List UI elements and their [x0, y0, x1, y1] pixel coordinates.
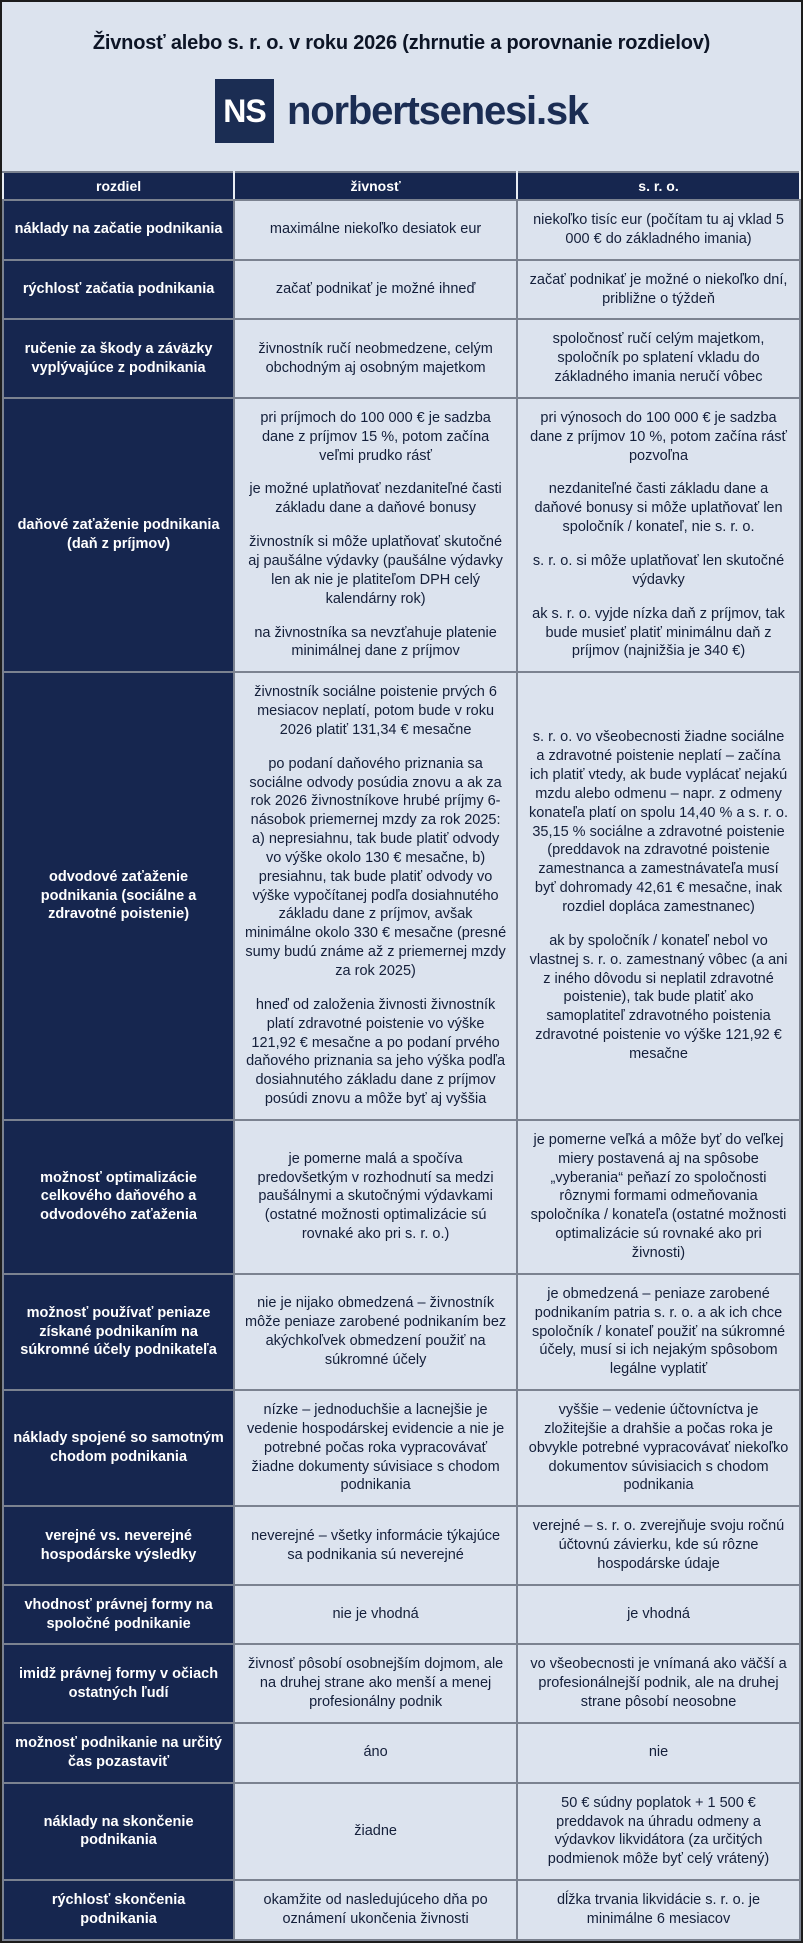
- cell-paragraph: vyššie – vedenie účtovníctva je zložitejšie a drahšie a počas roka je obvykle potrebné vypracovávať niekoľko dokumentov súvisiacich s chodom podnikania: [528, 1402, 789, 1494]
- ns-logo-icon: NS: [215, 79, 274, 143]
- row-label-cell: verejné vs. neverejné hospodárske výsledky: [3, 1506, 234, 1585]
- sro-cell: [517, 1880, 800, 1940]
- column-header-rozdiel: rozdiel: [3, 172, 234, 200]
- cell-paragraph: ak s. r. o. vyjde nízka daň z príjmov, tak bude musieť platiť minimálnu daň z príjmov (najnižšia je 340 €): [532, 605, 785, 660]
- table-row: [3, 1783, 800, 1880]
- sro-cell: [517, 260, 800, 320]
- table-row: [3, 319, 800, 398]
- sro-cell: [517, 398, 800, 672]
- page-title: Živnosť alebo s. r. o. v roku 2026 (zhrnutie a porovnanie rozdielov): [92, 32, 711, 54]
- table-row: [3, 1644, 800, 1723]
- cell-paragraph: áno: [363, 1744, 388, 1761]
- cell-paragraph: verejné – s. r. o. zverejňuje svoju ročnú účtovnú závierku, kde sú rôzne hospodárske údaje: [532, 1518, 785, 1572]
- page-header: [2, 2, 801, 171]
- cell-paragraph: žiadne: [354, 1822, 397, 1839]
- comparison-table: [2, 171, 801, 1941]
- table-row: [3, 1120, 800, 1274]
- cell-paragraph: vo všeobecnosti je vnímaná ako väčší a profesionálnejší podnik, ale na druhej strane pôsobí neosobne: [530, 1656, 787, 1711]
- table-row: [3, 1585, 800, 1645]
- row-label-cell: náklady na skončenie podnikania: [3, 1783, 234, 1880]
- zivnost-cell: [234, 1880, 517, 1940]
- cell-paragraph: po podaní daňového priznania sa sociálne odvody posúdia znovu a ak za rok 2026 živnostníkove hrubé príjmy 6-násobok priemernej mzdy za rok 2025: a) nepresiahnu, tak bude platiť odvody vo výške okolo 130 € mesačne, b) presiahnu, tak bude platiť odvody vo výške vypočítanej podľa dosiahnutého základu dane z príjmov, avšak minimálne okolo 330 € mesačne (presné sumy budú známe až z priemernej mzdy za rok 2025): [245, 755, 507, 979]
- table-row: [3, 1274, 800, 1390]
- cell-paragraph: pri príjmoch do 100 000 € je sadzba dane z príjmov 15 %, potom začína veľmi prudko rásť: [260, 409, 491, 464]
- sro-cell: [517, 319, 800, 398]
- table-header-row: [3, 172, 800, 200]
- table-row: [3, 1723, 800, 1783]
- zivnost-cell: [234, 1120, 517, 1274]
- row-label-cell: možnosť podnikanie na určitý čas pozastaviť: [3, 1723, 234, 1783]
- sro-cell: [517, 1390, 800, 1506]
- table-row: [3, 398, 800, 672]
- cell-paragraph: nízke – jednoduchšie a lacnejšie je vedenie hospodárskej evidencie a nie je potrebné počas roka vypracovávať žiadne dokumenty súvisiace s chodom podnikania: [247, 1402, 505, 1494]
- cell-paragraph: s. r. o. vo všeobecnosti žiadne sociálne a zdravotné poistenie neplatí – začína ich platiť vtedy, ak bude vyplácať nejakú mzdu alebo odmenu – napr. z odmeny konateľa platí on spolu 14,40 % a s. r. o. 35,15 % sociálne a zdravotné poistenie (preddavok na zdravotné poistenie zamestnanca a zamestnávateľa musí byť dohromady 42,61 € mesačne, inak rozdiel dopláca zamestnanec): [529, 729, 788, 915]
- sro-cell: [517, 200, 800, 260]
- cell-paragraph: ak by spoločník / konateľ nebol vo vlastnej s. r. o. zamestnaný vôbec (a ani z iného dôvodu si neplatil zdravotné poistenie), tak bude platiť ako samoplatiteľ zdravotného poistenia zdravotné poistenie vo výške 121,92 € mesačne: [529, 932, 788, 1062]
- zivnost-cell: [234, 672, 517, 1120]
- cell-paragraph: maximálne niekoľko desiatok eur: [269, 221, 482, 238]
- table-row: [3, 1880, 800, 1940]
- sro-cell: [517, 1723, 800, 1783]
- sro-cell: [517, 1274, 800, 1390]
- row-label-cell: náklady spojené so samotným chodom podnikania: [3, 1390, 234, 1506]
- cell-paragraph: nezdaniteľné časti základu dane a daňové bonusy si môže uplatňovať len spoločník / konateľ, nie s. r. o.: [534, 481, 783, 536]
- cell-paragraph: okamžite od nasledujúceho dňa po oznámení ukončenia živnosti: [263, 1892, 488, 1927]
- sro-cell: [517, 1783, 800, 1880]
- cell-paragraph: na živnostníka sa nevzťahuje platenie minimálnej dane z príjmov: [254, 624, 497, 660]
- cell-paragraph: 50 € súdny poplatok + 1 500 € preddavok na úhradu odmeny a výdavkov likvidátora (za určitých podmienok môže byť celý vrátený): [547, 1794, 770, 1868]
- cell-paragraph: začať podnikať je možné ihneď: [275, 281, 476, 298]
- row-label-cell: vhodnosť právnej formy na spoločné podnikanie: [3, 1585, 234, 1645]
- sro-cell: [517, 1506, 800, 1585]
- cell-paragraph: je možné uplatňovať nezdaniteľné časti základu dane a daňové bonusy: [249, 481, 502, 517]
- cell-paragraph: živnosť pôsobí osobnejším dojmom, ale na druhej strane ako menší a menej profesionálny podnik: [247, 1656, 504, 1711]
- sro-cell: [517, 1120, 800, 1274]
- cell-paragraph: živnostník ručí neobmedzene, celým obchodným aj osobným majetkom: [258, 340, 493, 376]
- zivnost-cell: [234, 260, 517, 320]
- zivnost-cell: [234, 1274, 517, 1390]
- row-label-cell: ručenie za škody a záväzky vyplývajúce z podnikania: [3, 319, 234, 398]
- cell-paragraph: je pomerne malá a spočíva predovšetkým v rozhodnutí sa medzi paušálnymi a skutočnými výdavkami (ostatné možnosti optimalizácie sú rovnaké ako pri s. r. o.): [257, 1150, 494, 1243]
- cell-paragraph: je pomerne veľká a môže byť do veľkej miery postavená aj na spôsobe „vyberania“ peňazí zo spoločnosti rôznymi formami odmeňovania spoločníka / konateľa (ostatné možnosti optimalizácie sú rovnaké ako pri živnosti): [530, 1131, 787, 1261]
- column-header-zivnost: živnosť: [234, 172, 517, 200]
- zivnost-cell: [234, 1723, 517, 1783]
- cell-paragraph: nie je nijako obmedzená – živnostník môže peniaze zarobené podnikaním bez akýchkoľvek obmedzení použiť na súkromné účely: [245, 1295, 507, 1368]
- cell-paragraph: dĺžka trvania likvidácie s. r. o. je minimálne 6 mesiacov: [556, 1892, 761, 1927]
- table-body: [3, 200, 800, 1940]
- zivnost-cell: [234, 398, 517, 672]
- zivnost-cell: [234, 1644, 517, 1723]
- table-row: [3, 1390, 800, 1506]
- row-label-cell: náklady na začatie podnikania: [3, 200, 234, 260]
- cell-paragraph: niekoľko tisíc eur (počítam tu aj vklad 5 000 € do základného imania): [533, 212, 784, 247]
- cell-paragraph: hneď od založenia živnosti živnostník platí zdravotné poistenie vo výške 121,92 € mesačne a po podaní prvého daňového priznania sa jeho výška podľa dosiahnutého základu dane z príjmov posúdi znovu a môže byť aj vyššia: [246, 996, 506, 1108]
- cell-paragraph: živnostník sociálne poistenie prvých 6 mesiacov neplatí, potom bude v roku 2026 platiť 131,34 € mesačne: [254, 684, 497, 738]
- cell-paragraph: je vhodná: [627, 1606, 690, 1623]
- column-header-sro: s. r. o.: [517, 172, 800, 200]
- zivnost-cell: [234, 1783, 517, 1880]
- brand-logo[interactable]: [12, 79, 791, 143]
- row-label-cell: odvodové zaťaženie podnikania (sociálne a zdravotné poistenie): [3, 672, 234, 1120]
- row-label-cell: rýchlosť začatia podnikania: [3, 260, 234, 320]
- zivnost-cell: [234, 1506, 517, 1585]
- table-row: [3, 200, 800, 260]
- row-label-cell: možnosť používať peniaze získané podnikaním na súkromné účely podnikateľa: [3, 1274, 234, 1390]
- cell-paragraph: s. r. o. si môže uplatňovať len skutočné výdavky: [532, 552, 785, 588]
- site-name: norbertsenesi.sk: [287, 88, 588, 133]
- cell-paragraph: je obmedzená – peniaze zarobené podnikaním patria s. r. o. a ak ich chce spoločník / konateľ použiť na súkromné účely, musí si ich nejakým spôsobom legálne vyplatiť: [531, 1285, 786, 1378]
- table-row: [3, 260, 800, 320]
- zivnost-cell: [234, 1390, 517, 1506]
- table-row: [3, 1506, 800, 1585]
- cell-paragraph: pri výnosoch do 100 000 € je sadzba dane z príjmov 10 %, potom začína rásť pozvoľna: [530, 409, 787, 464]
- row-label-cell: daňové zaťaženie podnikania (daň z príjmov): [3, 398, 234, 672]
- cell-paragraph: neverejné – všetky informácie týkajúce sa podnikania sú neverejné: [251, 1527, 501, 1563]
- zivnost-cell: [234, 200, 517, 260]
- cell-paragraph: nie: [648, 1744, 669, 1761]
- sro-cell: [517, 1644, 800, 1723]
- row-label-cell: imidž právnej formy v očiach ostatných ľudí: [3, 1644, 234, 1723]
- row-label-cell: rýchlosť skončenia podnikania: [3, 1880, 234, 1940]
- zivnost-cell: [234, 319, 517, 398]
- zivnost-cell: [234, 1585, 517, 1645]
- cell-paragraph: živnostník si môže uplatňovať skutočné aj paušálne výdavky (paušálne výdavky len ak nie je platiteľom DPH celý kalendárny rok): [248, 534, 503, 607]
- sro-cell: [517, 1585, 800, 1645]
- row-label-cell: možnosť optimalizácie celkového daňového a odvodového zaťaženia: [3, 1120, 234, 1274]
- cell-paragraph: nie je vhodná: [332, 1606, 419, 1623]
- table-row: [3, 672, 800, 1120]
- sro-cell: [517, 672, 800, 1120]
- cell-paragraph: spoločnosť ručí celým majetkom, spoločník po splatení vkladu do základného imania neručí vôbec: [552, 331, 765, 386]
- cell-paragraph: začať podnikať je možné o niekoľko dní, približne o týždeň: [529, 271, 788, 307]
